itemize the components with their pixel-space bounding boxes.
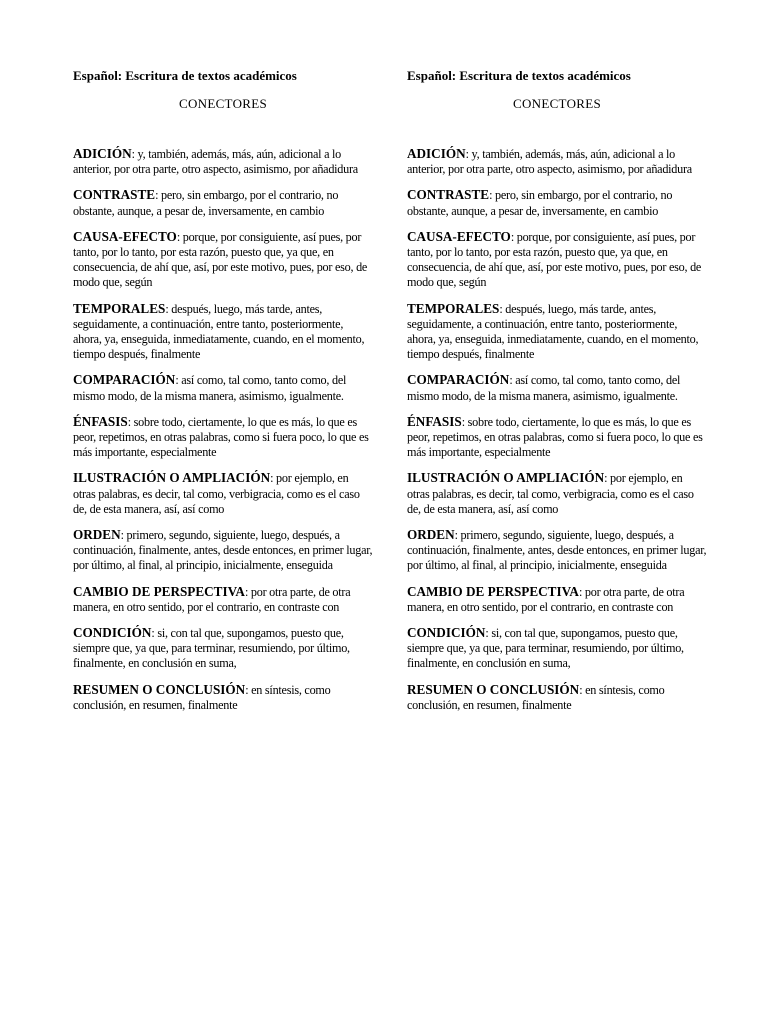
connector-entry (73, 625, 373, 672)
connector-entry (73, 584, 373, 615)
connector-term: ORDEN (73, 527, 121, 543)
right-column (407, 68, 707, 723)
connector-examples: : por otra parte, de otra manera, en otro sentido, por el contrario, en contraste con (73, 584, 351, 614)
connector-examples: : así como, tal como, tanto como, del mismo modo, de la misma manera, asimismo, igualmente. (407, 373, 681, 403)
connector-term: CAMBIO DE PERSPECTIVA (407, 583, 579, 599)
connector-examples: : primero, segundo, siguiente, luego, después, a continuación, finalmente, antes, desde entonces, en primer lugar, por último, al final, al principio, inicialmente, enseguida (407, 528, 707, 573)
connector-entry (73, 146, 373, 177)
connector-term: ADICIÓN (73, 146, 132, 161)
connector-term: RESUMEN O CONCLUSIÓN (73, 681, 246, 697)
connector-entry (407, 372, 707, 403)
connector-entry (73, 682, 373, 713)
connector-term: TEMPORALES (73, 300, 166, 316)
connector-list (407, 146, 707, 713)
connector-entry (73, 229, 373, 291)
connector-entry (73, 470, 373, 517)
connector-examples: : porque, por consiguiente, así pues, por tanto, por lo tanto, por esta razón, puesto que, ya que, en consecuencia, de ahí que, así, por este motivo, pues, por eso, de modo que, según (407, 229, 702, 290)
connector-entry (73, 187, 373, 218)
document-subtitle: CONECTORES (513, 96, 601, 111)
connector-term: CAUSA-EFECTO (73, 228, 177, 244)
connector-entry (73, 301, 373, 363)
left-column (73, 68, 373, 723)
connector-examples: : por ejemplo, en otras palabras, es decir, tal como, verbigracia, como es el caso de, de esta manera, así, así como (73, 471, 360, 516)
connector-term: CONTRASTE (73, 187, 156, 203)
connector-term: CAMBIO DE PERSPECTIVA (73, 583, 245, 599)
connector-list (73, 146, 373, 713)
connector-examples: : después, luego, más tarde, antes, seguidamente, a continuación, entre tanto, posteriormente, ahora, ya, enseguida, inmediatamente, cuando, en el momento, tiempo después, finalmente (73, 301, 365, 362)
connector-term: COMPARACIÓN (407, 372, 510, 388)
connector-entry (407, 187, 707, 218)
document-title: Español: Escritura de textos académicos (407, 68, 631, 83)
document-subtitle: CONECTORES (179, 96, 267, 111)
document-title: Español: Escritura de textos académicos (73, 68, 297, 83)
connector-entry (73, 372, 373, 403)
connector-entry (407, 146, 707, 177)
connector-examples: : y, también, además, más, aún, adicional a lo anterior, por otra parte, otro aspecto, asimismo, por añadidura (407, 147, 692, 177)
connector-examples: : sobre todo, ciertamente, lo que es más, lo que es peor, repetimos, en otras palabras, como si fuera poco, lo que es más importante, especialmente (73, 414, 369, 460)
connector-examples: : y, también, además, más, aún, adicional a lo anterior, por otra parte, otro aspecto, asimismo, por añadidura (73, 147, 358, 177)
connector-examples: : porque, por consiguiente, así pues, por tanto, por lo tanto, por esta razón, puesto que, ya que, en consecuencia, de ahí que, así, por este motivo, pues, por eso, de modo que, según (73, 229, 368, 290)
connector-entry (407, 301, 707, 363)
connector-entry (407, 414, 707, 461)
connector-examples: : sobre todo, ciertamente, lo que es más, lo que es peor, repetimos, en otras palabras, como si fuera poco, lo que es más importante, especialmente (407, 414, 703, 460)
connector-examples: : primero, segundo, siguiente, luego, después, a continuación, finalmente, antes, desde entonces, en primer lugar, por último, al final, al principio, inicialmente, enseguida (73, 528, 373, 573)
connector-term: ILUSTRACIÓN O AMPLIACIÓN (73, 470, 271, 486)
connector-term: ORDEN (407, 527, 455, 543)
connector-term: ÉNFASIS (73, 413, 128, 429)
connector-term: ÉNFASIS (407, 413, 462, 429)
connector-examples: : por otra parte, de otra manera, en otro sentido, por el contrario, en contraste con (407, 584, 685, 614)
connector-entry (407, 584, 707, 615)
connector-entry (407, 625, 707, 672)
connector-term: CAUSA-EFECTO (407, 228, 511, 244)
connector-term: TEMPORALES (407, 300, 500, 316)
connector-examples: : después, luego, más tarde, antes, seguidamente, a continuación, entre tanto, posteriormente, ahora, ya, enseguida, inmediatamente, cuando, en el momento, tiempo después, finalmente (407, 301, 699, 362)
connector-term: RESUMEN O CONCLUSIÓN (407, 681, 580, 697)
connector-term: CONDICIÓN (73, 625, 152, 641)
connector-examples: : pero, sin embargo, por el contrario, no obstante, aunque, a pesar de, inversamente, en cambio (73, 188, 339, 218)
connector-examples: : en síntesis, como conclusión, en resumen, finalmente (407, 682, 665, 712)
connector-entry (407, 229, 707, 291)
connector-examples: : en síntesis, como conclusión, en resumen, finalmente (73, 682, 331, 712)
connector-examples: : así como, tal como, tanto como, del mismo modo, de la misma manera, asimismo, igualmente. (73, 373, 347, 403)
connector-entry (73, 527, 373, 574)
connector-term: ILUSTRACIÓN O AMPLIACIÓN (407, 470, 605, 486)
connector-entry (407, 470, 707, 517)
connector-examples: : pero, sin embargo, por el contrario, no obstante, aunque, a pesar de, inversamente, en cambio (407, 188, 673, 218)
connector-term: ADICIÓN (407, 146, 466, 161)
connector-entry (407, 682, 707, 713)
connector-entry (73, 414, 373, 461)
connector-examples: : si, con tal que, supongamos, puesto que, siempre que, ya que, para terminar, resumiendo, por último, finalmente, en conclusión en suma, (407, 626, 684, 671)
connector-entry (407, 527, 707, 574)
connector-examples: : si, con tal que, supongamos, puesto que, siempre que, ya que, para terminar, resumiendo, por último, finalmente, en conclusión en suma, (73, 626, 350, 671)
connector-examples: : por ejemplo, en otras palabras, es decir, tal como, verbigracia, como es el caso de, de esta manera, así, así como (407, 471, 694, 516)
connector-term: CONTRASTE (407, 187, 490, 203)
connector-term: CONDICIÓN (407, 625, 486, 641)
connector-term: COMPARACIÓN (73, 372, 176, 388)
